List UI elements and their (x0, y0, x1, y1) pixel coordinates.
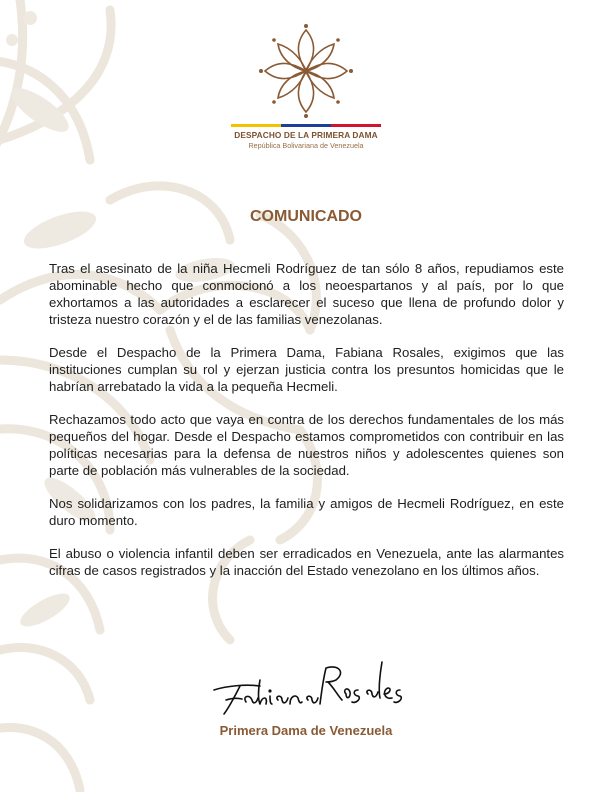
flag-yellow-stripe (231, 124, 281, 127)
floral-emblem-icon (258, 22, 354, 120)
office-logo-block (216, 22, 396, 150)
document-body (49, 260, 564, 595)
flag-red-stripe (331, 124, 381, 127)
signatory-title: Primera Dama de Venezuela (219, 723, 393, 738)
paragraph-5: El abuso o violencia infantil deben ser erradicados en Venezuela, ante las alarmantes cifras de casos registrados y la inacción del Estado venezolano en los últimos años. (49, 546, 564, 578)
document-title: COMUNICADO (250, 208, 362, 225)
paragraph-1: Tras el asesinato de la niña Hecmeli Rodríguez de tan sólo 8 años, repudiamos este abominable hecho que conmocionó a los neoespartanos y al país, por lo que exhortamos a las autoridades a esclarecer el suceso que llena de profundo dolor y tristeza nuestro corazón y el de las familias venezolanas. (49, 261, 564, 327)
flag-blue-stripe (281, 124, 331, 127)
office-name: DESPACHO DE LA PRIMERA DAMA (234, 130, 378, 140)
flag-color-bar (231, 124, 381, 127)
paragraph-3: Rechazamos todo acto que vaya en contra de los derechos fundamentales de los más pequeños del hogar. Desde el Despacho estamos comprometidos con contribuir en las políticas necesarias para la defensa de nuestros niños y adolescentes quienes son parte de población más vulnerables de la sociedad. (49, 412, 564, 478)
paragraph-2: Desde el Despacho de la Primera Dama, Fabiana Rosales, exigimos que las instituciones cumplan su rol y ejerzan justicia contra los presuntos homicidas que le habrían arrebatado la vida a la pequeña Hecmeli. (49, 345, 564, 394)
handwritten-signature (206, 650, 406, 720)
office-subtitle: República Bolivariana de Venezuela (248, 141, 364, 150)
paragraph-4: Nos solidarizamos con los padres, la familia y amigos de Hecmeli Rodríguez, en este duro momento. (49, 496, 564, 528)
